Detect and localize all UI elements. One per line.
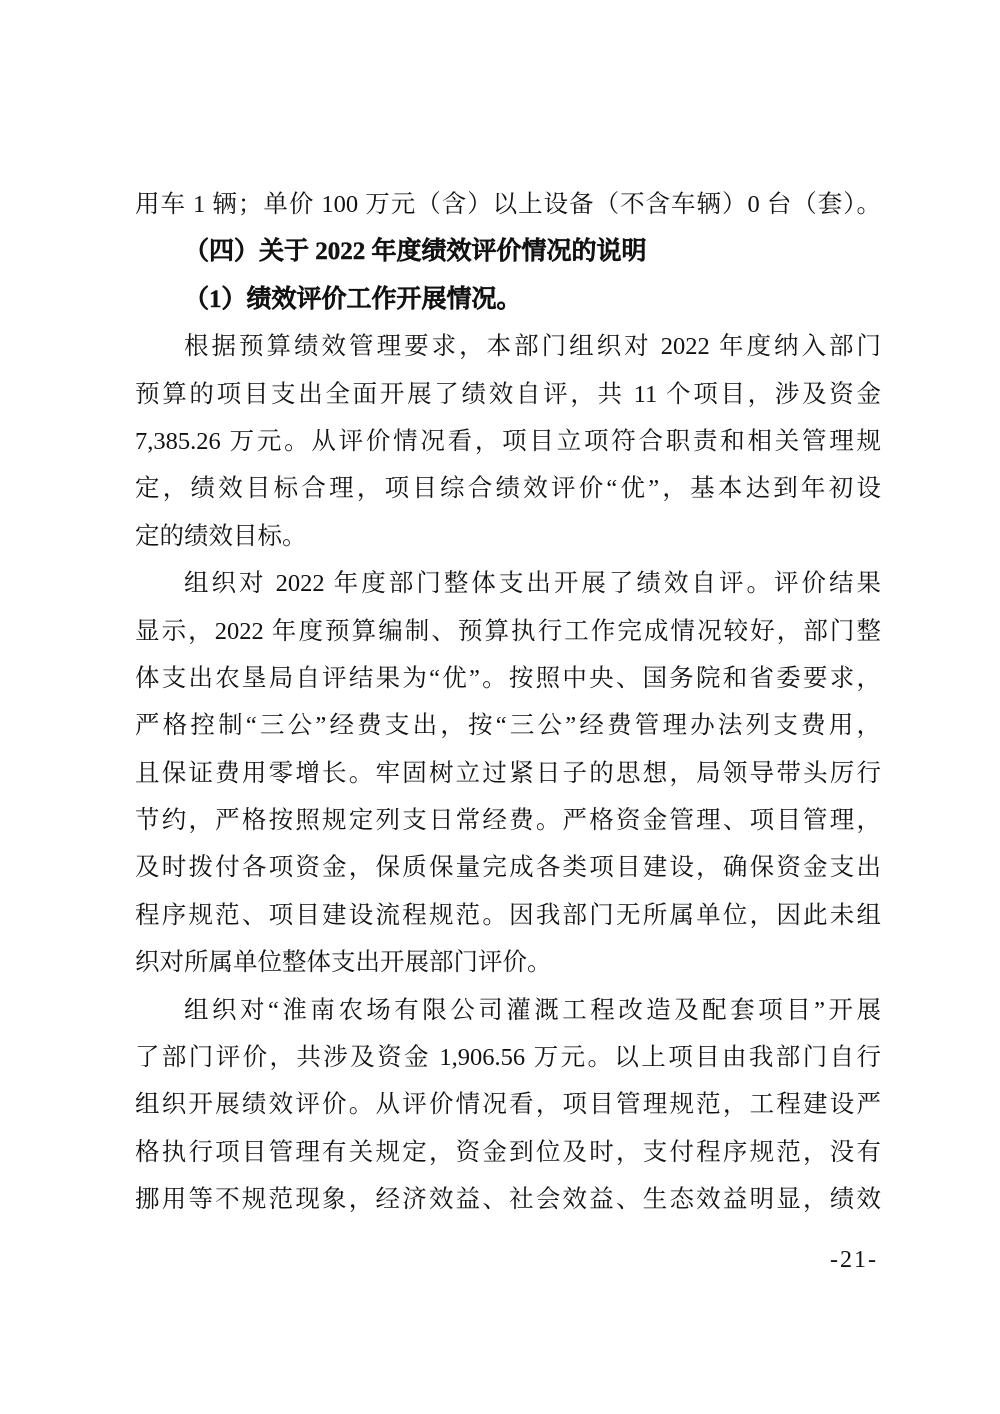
text-line: 了部门评价，共涉及资金 1,906.56 万元。以上项目由我部门自行 xyxy=(135,1044,881,1072)
text-line: 织对所属单位整体支出开展部门评价。 xyxy=(135,949,552,977)
text-line: 格执行项目管理有关规定，资金到位及时，支付程序规范，没有 xyxy=(135,1138,881,1166)
text-line: 挪用等不规范现象，经济效益、社会效益、生态效益明显，绩效 xyxy=(135,1186,881,1214)
text-line: 且保证费用零增长。牢固树立过紧日子的思想，局领导带头厉行 xyxy=(135,759,881,787)
section-heading: （四）关于 2022 年度绩效评价情况的说明 xyxy=(184,238,647,266)
document-body xyxy=(135,181,881,1224)
text-line: 严格控制“三公”经费支出，按“三公”经费管理办法列支费用， xyxy=(135,712,881,740)
text-line: 组织开展绩效评价。从评价情况看，项目管理规范，工程建设严 xyxy=(135,1091,881,1119)
text-line: 定的绩效目标。 xyxy=(135,522,307,550)
page-number: -21- xyxy=(830,1247,878,1273)
text-line: 用车 1 辆；单价 100 万元（含）以上设备（不含车辆）0 台（套）。 xyxy=(135,191,881,218)
text-line: 定，绩效目标合理，项目综合绩效评价“优”，基本达到年初设 xyxy=(135,475,881,503)
text-line: 程序规范、项目建设流程规范。因我部门无所属单位，因此未组 xyxy=(135,901,881,929)
text-line: 根据预算绩效管理要求，本部门组织对 2022 年度纳入部门 xyxy=(184,333,881,361)
text-line: 显示，2022 年度预算编制、预算执行工作完成情况较好，部门整 xyxy=(135,617,881,645)
text-line: 节约，严格按照规定列支日常经费。严格资金管理、项目管理， xyxy=(135,807,881,835)
text-line: 组织对“淮南农场有限公司灌溉工程改造及配套项目”开展 xyxy=(184,996,881,1024)
text-line: 及时拨付各项资金，保质保量完成各类项目建设，确保资金支出 xyxy=(135,854,881,882)
text-line: 体支出农垦局自评结果为“优”。按照中央、国务院和省委要求， xyxy=(135,664,881,692)
subsection-heading: （1）绩效评价工作开展情况。 xyxy=(184,285,522,313)
text-line: 预算的项目支出全面开展了绩效自评，共 11 个项目，涉及资金 xyxy=(135,380,881,408)
text-line: 7,385.26 万元。从评价情况看，项目立项符合职责和相关管理规 xyxy=(135,427,881,455)
text-line: 组织对 2022 年度部门整体支出开展了绩效自评。评价结果 xyxy=(184,570,881,598)
